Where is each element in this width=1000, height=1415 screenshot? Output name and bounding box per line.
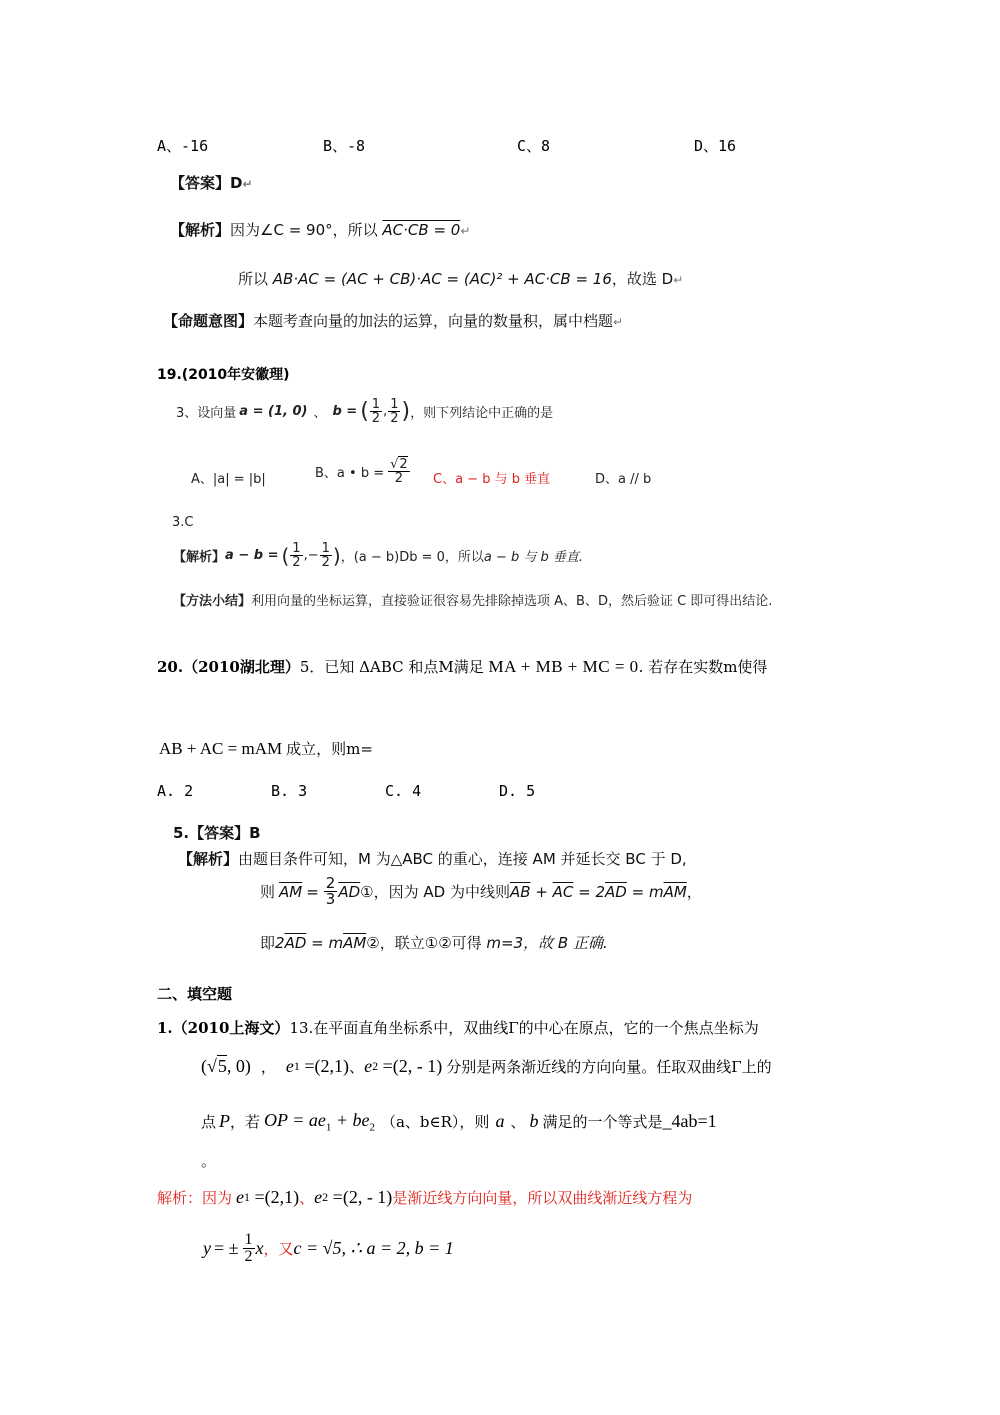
paragraph-mark-icon: ↵ (613, 315, 624, 329)
q20-analysis-3-mid: ②，联立①②可得 (366, 934, 482, 952)
q20-analysis-2-mid: ①，因为 AD 为中线则 (360, 883, 510, 901)
paragraph-mark-icon: ↵ (242, 177, 253, 191)
q19-option-b-prefix: B、a • b = (315, 466, 385, 481)
q19-analysis-label: 【解析】 (173, 550, 226, 565)
q19-heading: 19.(2010年安徽理) (157, 367, 290, 383)
q20-analysis-3-prefix: 即 (260, 934, 276, 952)
q19-stem-suffix: ，则下列结论中正确的是 (410, 406, 554, 421)
q19-analysis-end: a − b 与 b 垂直. (483, 550, 584, 565)
s2-q1-line3-end: 满足的一个等式是 (542, 1113, 663, 1132)
q20-condition (159, 738, 373, 759)
q20-heading: 20.（2010湖北理） (157, 658, 300, 676)
q18-answer (170, 172, 253, 193)
q20-option-a: A. 2 (157, 782, 194, 800)
q19-analysis-frac-2: $\frac{1}{2}$ (321, 541, 330, 570)
q20-analysis-line3: 即$2\overline{AD}$ = $m\overline{AM}②$，联立①②可得 m=3，故 B 正确. (260, 934, 608, 952)
q19-frac-half-1: $\frac{1}{2}$ (371, 397, 381, 426)
s2-q1-line1 (157, 1017, 759, 1038)
q19-answer: 3.C (172, 515, 194, 530)
q18-answer-value: D (230, 174, 243, 192)
q18-option-b: B、-8 (323, 137, 366, 155)
s2-q1-line2: (√5, 0) ， e 1 =(2,1) 、 e 2 =(2, - 1) 分别是两条渐近线的方向向量。任取双曲线Γ上的 (201, 1056, 772, 1076)
s2-sol-label: 解析：因为 (157, 1189, 233, 1207)
q20-analysis-line1 (178, 848, 687, 869)
s2-q1-line2-mid: 分别是两条渐近线的方向向量。任取双曲线Γ上的 (446, 1058, 772, 1076)
s2-sol-line2-mid: ，又 (263, 1240, 294, 1258)
q19-method-label: 【方法小结】 (173, 594, 252, 609)
q18-option-d: D、16 (694, 137, 737, 155)
q19-option-c (433, 468, 550, 487)
q18-analysis-prefix-2: 所以 (238, 270, 269, 288)
s2-solution-line2: y = ± $\frac{1}{2}$ x ，又 c = √5, ∴ a = 2, b = 1 (203, 1231, 454, 1265)
q19-stem: 3、设向量 a = (1, 0) 、 b = ( $\frac{1}{2}$ , $\frac{1}{2}$ ) ，则下列结论中正确的是 (176, 397, 554, 426)
q19-stem-b: b = (332, 404, 358, 419)
s2-q1-line4: 。 (201, 1152, 217, 1170)
q19-method (173, 590, 772, 609)
q18-option-a: A、-16 (157, 137, 209, 155)
s2-q1-source: （2010上海文） (172, 1019, 290, 1037)
s2-solution-line1: 解析：因为 e 1 =(2,1) 、 e 2 =(2, - 1) 是渐近线方向向量，所以双曲线渐近线方程为 (157, 1187, 693, 1207)
q18-answer-label: 【答案】 (170, 174, 231, 192)
s2-sol-line2-end: c = √5, ∴ a = 2, b = 1 (293, 1238, 454, 1258)
q19-analysis-lhs: a − b = (225, 548, 279, 563)
q20-option-b: B. 3 (271, 782, 308, 800)
q18-option-c: C、8 (517, 137, 551, 155)
q19-stem-a: a = (1, 0) (239, 404, 308, 419)
q20-option-d: D. 5 (499, 782, 536, 800)
s2-frac-one-half: $\frac{1}{2}$ (244, 1231, 253, 1265)
q19-analysis-frac-1: $\frac{1}{2}$ (292, 541, 301, 570)
q20-stem-1: 5．已知 ΔABC 和点M满足 (299, 658, 484, 676)
q20-stem-formula: MA + MB + MC = 0 (488, 657, 639, 676)
q20-answer: 5.【答案】B (173, 824, 261, 842)
q18-analysis-formula-2: AB·AC = (AC + CB)·AC = (AC)² + AC·CB = 16 (272, 270, 612, 288)
q19-analysis-mid: ，(a − b)Db = 0，所以 (340, 550, 484, 565)
q19-stem-prefix: 3、设向量 (176, 406, 237, 421)
q20-analysis-1: 由题目条件可知，M 为△ABC 的重心，连接 AM 并延长交 BC 于 D, (238, 850, 687, 868)
s2-q1-line3-mid: ，若 (230, 1113, 261, 1132)
s2-q1-line3-cond: （a、b∈R），则 (380, 1113, 490, 1132)
s2-sol-mid: 是渐近线方向向量，所以双曲线渐近线方程为 (392, 1189, 693, 1207)
section2-heading: 二、填空题 (157, 985, 233, 1003)
q20-frac-two-thirds: $\frac{2}{3}$ (325, 874, 336, 908)
q20-cond-formula-vec: AM (254, 739, 283, 758)
q18-analysis-text: 因为∠C = 90°，所以 (230, 221, 378, 239)
q19-option-c-text: C、a − b 与 b 垂直 (433, 472, 551, 487)
s2-q1-line3: 点 P ，若 OP = $ae_1 + be_2$ （a、b∈R），则 a 、 b 满足的一个等式是 _4ab=1 (201, 1110, 717, 1134)
s2-q1-num: 1. (157, 1019, 173, 1037)
q18-analysis-line1 (170, 219, 470, 240)
paragraph-mark-icon: ↵ (673, 273, 684, 287)
paragraph-mark-icon: ↵ (460, 224, 471, 238)
q20-cond-text: 成立，则m= (286, 740, 373, 758)
q18-analysis-label: 【解析】 (170, 221, 231, 239)
q18-intent-text: 本题考查向量的加法的运算，向量的数量积，属中档题 (253, 312, 614, 330)
q20-stem-2: . 若存在实数m使得 (638, 658, 768, 676)
q18-analysis-line2 (238, 268, 683, 289)
q19-frac-half-2: $\frac{1}{2}$ (390, 397, 399, 426)
q19-analysis: 【解析】 a − b = ( $\frac{1}{2}$ ,− $\frac{1}{2}$ ) ，(a − b)Db = 0，所以 a − b 与 b 垂直. (173, 541, 584, 570)
q19-option-b (315, 458, 411, 485)
q18-analysis-suffix-2: ，故选 D (611, 270, 674, 288)
q18-intent (163, 310, 623, 331)
q20-option-c: C. 4 (385, 782, 422, 800)
q19-option-d: D、a // b (595, 472, 652, 487)
q19-method-text: 利用向量的坐标运算，直接验证很容易先排除掉选项 A、B、D，然后验证 C 即可得出结论. (251, 594, 773, 609)
q20-analysis-label: 【解析】 (178, 850, 239, 868)
s2-q1-line1-text: 13.在平面直角坐标系中，双曲线Γ的中心在原点，它的一个焦点坐标为 (289, 1019, 759, 1037)
s2-q1-line3-prefix: 点 (201, 1113, 217, 1132)
q19-option-a: A、|a| = |b| (191, 472, 266, 487)
s2-q1-answer: _4ab=1 (662, 1111, 717, 1132)
q18-intent-label: 【命题意图】 (163, 312, 254, 330)
q20-analysis-line2: 则 $\overline{AM}$ = $\frac{2}{3}$ $\overline{AD}$ ①，因为 AD 为中线则 $\overline{AB} + \overline{AC} = 2\overline{AD} = m\overline{AM}$ ， (260, 874, 702, 908)
q19-frac-sqrt2-over-2: $\frac{√2}{2}$ (390, 457, 408, 486)
q20-analysis-3-end: m=3，故 B 正确. (486, 934, 608, 952)
q18-analysis-formula-1: AC·CB = 0 (382, 221, 461, 239)
q20-analysis-2-prefix: 则 (260, 883, 276, 901)
q20-cond-formula-left: AB + AC = m (159, 739, 255, 758)
q20-stem-line1 (157, 656, 767, 677)
